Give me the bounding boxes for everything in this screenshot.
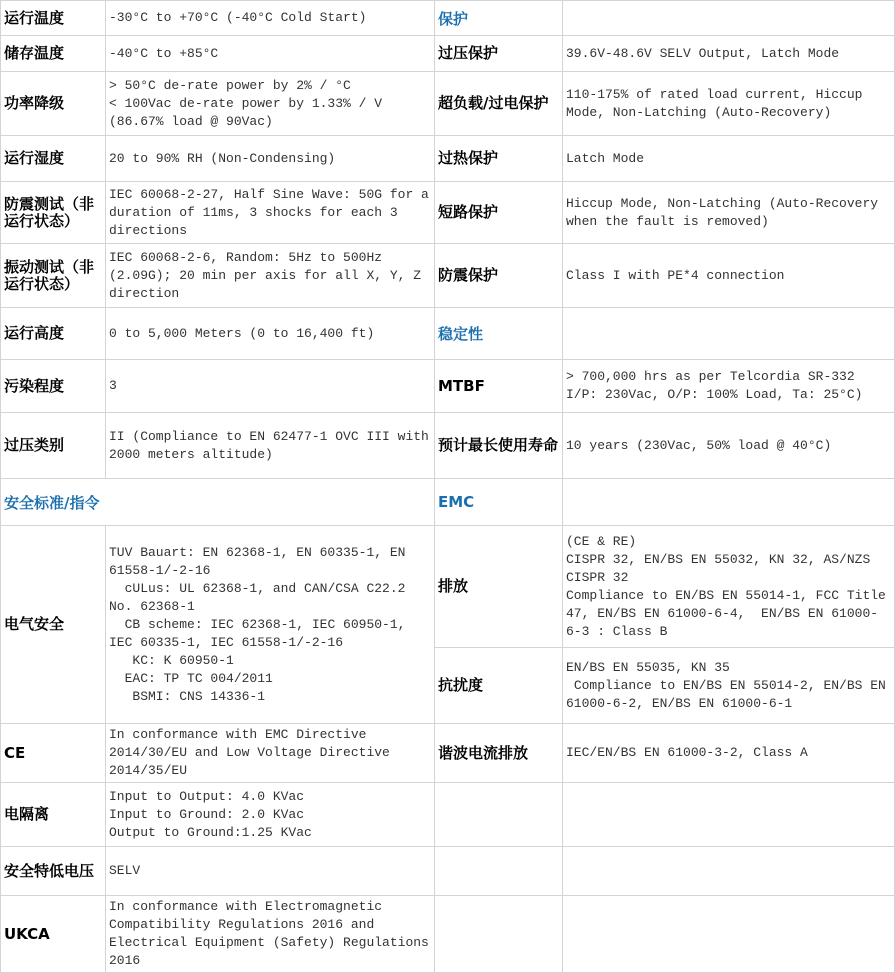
empty-cell [563,847,895,896]
row-label: 振动测试（非运行状态） [1,244,106,308]
empty-cell [563,896,895,973]
empty-cell [563,1,895,36]
table-row [1,413,895,479]
table-row [1,847,895,896]
row-label: 谐波电流排放 [435,724,563,783]
row-value: 0 to 5,000 Meters (0 to 16,400 ft) [106,308,435,360]
row-label: 过压保护 [435,36,563,72]
row-value: > 700,000 hrs as per Telcordia SR-332 I/P: 230Vac, O/P: 100% Load, Ta: 25°C) [563,360,895,413]
row-value: Latch Mode [563,136,895,182]
table-row [1,1,895,36]
row-value: IEC 60068-2-27, Half Sine Wave: 50G for a duration of 11ms, 3 shocks for each 3 directions [106,182,435,244]
row-label: 电气安全 [1,526,106,724]
section-header-safety-standards: 安全标准/指令 [1,479,435,526]
table-row [1,36,895,72]
row-label: 安全特低电压 [1,847,106,896]
table-row [1,308,895,360]
empty-cell [563,783,895,847]
row-value: IEC/EN/BS EN 61000-3-2, Class A [563,724,895,783]
section-header-protection: 保护 [435,1,563,36]
row-value: EN/BS EN 55035, KN 35 Compliance to EN/BS EN 55014-2, EN/BS EN 61000-6-2, EN/BS EN 61000-6-1 [563,648,895,724]
row-value: SELV [106,847,435,896]
section-header-emc: EMC [435,479,563,526]
row-label: 运行湿度 [1,136,106,182]
row-label: 超负载/过电保护 [435,72,563,136]
row-label: 预计最长使用寿命 [435,413,563,479]
row-value: 10 years (230Vac, 50% load @ 40°C) [563,413,895,479]
row-label: MTBF [435,360,563,413]
row-label: 抗扰度 [435,648,563,724]
row-value: IEC 60068-2-6, Random: 5Hz to 500Hz (2.09G); 20 min per axis for all X, Y, Z direction [106,244,435,308]
row-label: 防震保护 [435,244,563,308]
row-label: 过热保护 [435,136,563,182]
row-value: > 50°C de-rate power by 2% / °C < 100Vac de-rate power by 1.33% / V (86.67% load @ 90Vac) [106,72,435,136]
row-value: Input to Output: 4.0 KVac Input to Ground: 2.0 KVac Output to Ground:1.25 KVac [106,783,435,847]
table-row [1,182,895,244]
empty-cell [435,896,563,973]
table-row [1,244,895,308]
table-row [1,724,895,783]
row-label: 污染程度 [1,360,106,413]
row-value: (CE & RE) CISPR 32, EN/BS EN 55032, KN 32, AS/NZS CISPR 32 Compliance to EN/BS EN 55014-1, FCC Title 47, EN/BS EN 61000-6-4, EN/BS EN 61000-6-3 : Class B [563,526,895,648]
row-value: 39.6V-48.6V SELV Output, Latch Mode [563,36,895,72]
row-label: 电隔离 [1,783,106,847]
row-value: 3 [106,360,435,413]
row-label: 排放 [435,526,563,648]
row-value: -40°C to +85°C [106,36,435,72]
table-row [1,72,895,136]
empty-cell [435,783,563,847]
row-label: CE [1,724,106,783]
row-value: 20 to 90% RH (Non-Condensing) [106,136,435,182]
table-row [1,526,895,648]
row-label: 运行温度 [1,1,106,36]
row-label: 短路保护 [435,182,563,244]
table-row [1,479,895,526]
empty-cell [563,308,895,360]
empty-cell [563,479,895,526]
row-value: -30°C to +70°C (-40°C Cold Start) [106,1,435,36]
row-label: 储存温度 [1,36,106,72]
row-label: 过压类别 [1,413,106,479]
row-value: In conformance with EMC Directive 2014/30/EU and Low Voltage Directive 2014/35/EU [106,724,435,783]
table-row [1,783,895,847]
row-label: 运行高度 [1,308,106,360]
row-value: II (Compliance to EN 62477-1 OVC III with 2000 meters altitude) [106,413,435,479]
section-header-stability: 稳定性 [435,308,563,360]
table-row [1,136,895,182]
row-label: UKCA [1,896,106,973]
row-value: Class I with PE*4 connection [563,244,895,308]
row-value: 110-175% of rated load current, Hiccup Mode, Non-Latching (Auto-Recovery) [563,72,895,136]
table-row [1,896,895,973]
row-value: In conformance with Electromagnetic Compatibility Regulations 2016 and Electrical Equipment (Safety) Regulations 2016 [106,896,435,973]
row-value: TUV Bauart: EN 62368-1, EN 60335-1, EN 61558-1/-2-16 cULus: UL 62368-1, and CAN/CSA C22.2 No. 62368-1 CB scheme: IEC 62368-1, IEC 60950-1, IEC 60335-1, IEC 61558-1/-2-16 KC: K 60950-1 EAC: TP TC 004/2011 BSMI: CNS 14336-1 [106,526,435,724]
row-label: 防震测试（非运行状态） [1,182,106,244]
row-label: 功率降级 [1,72,106,136]
table-row [1,360,895,413]
empty-cell [435,847,563,896]
row-value: Hiccup Mode, Non-Latching (Auto-Recovery when the fault is removed) [563,182,895,244]
